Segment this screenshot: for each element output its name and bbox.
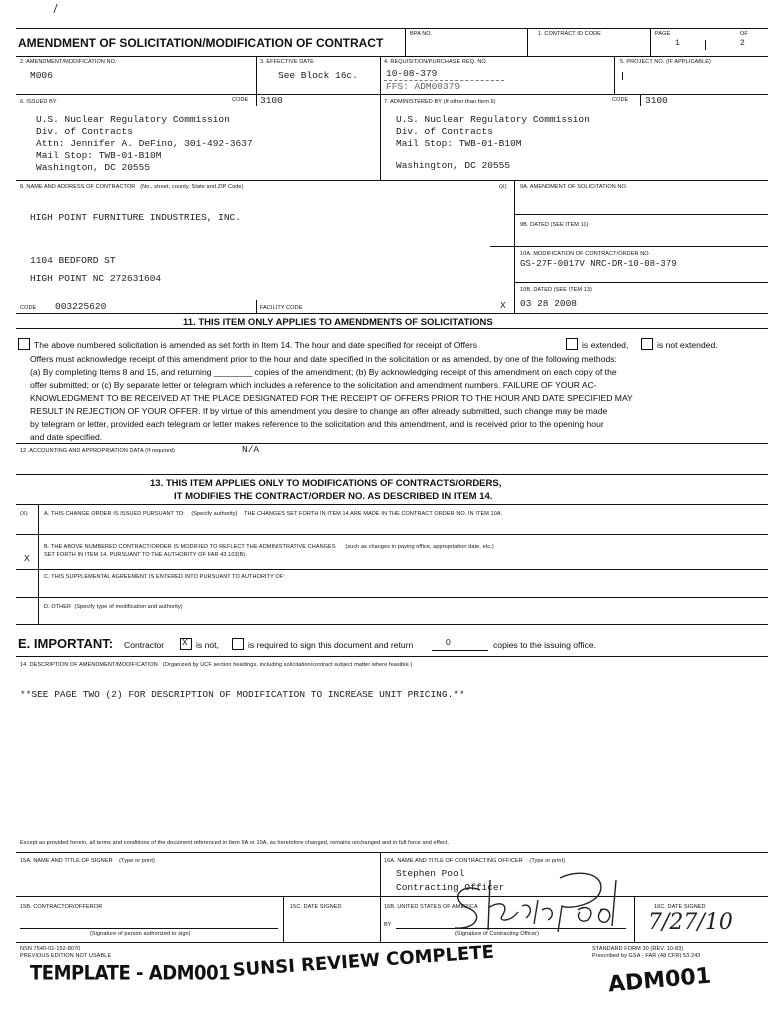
issued-line-5: Washington, DC 20555 — [36, 162, 151, 173]
date-signed-15c-label: 15C. DATE SIGNED — [290, 904, 342, 910]
issued-code-label: CODE — [232, 97, 249, 103]
item14-label: 14. DESCRIPTION OF AMENDMENT/MODIFICATION (Organized by UCF section headings, including solicitation/contract subject matter where feasible.) — [20, 662, 413, 668]
item10a-label: 10A. MODIFICATION OF CONTRACT/ORDER NO. — [520, 251, 651, 257]
extended-checkbox[interactable] — [566, 338, 578, 350]
effective-date-value: See Block 16c. — [278, 70, 358, 81]
signature-person-label: (Signature of person authorized to sign) — [90, 931, 191, 937]
facility-code-label: FACILITY CODE — [260, 305, 303, 311]
usa-label: 16B. UNITED STATES OF AMERICA — [384, 904, 478, 910]
contractor-word: Contractor — [124, 640, 165, 650]
is-not-label: is not, — [196, 640, 219, 650]
contractor-line-2: 1104 BEDFORD ST — [30, 255, 116, 266]
item13b-mark: X — [24, 553, 30, 564]
admin-code-label: CODE — [612, 97, 629, 103]
date-signed-value: 7/27/10 — [648, 910, 733, 935]
item13-x-label: (X) — [20, 511, 28, 517]
is-required-checkbox[interactable] — [232, 638, 244, 650]
issued-line-3: Attn: Jennifer A. DeFino, 301-492-3637 — [36, 138, 253, 149]
item14-value: **SEE PAGE TWO (2) FOR DESCRIPTION OF MODIFICATION TO INCREASE UNIT PRICING.** — [20, 689, 465, 700]
is-not-mark: X — [182, 637, 188, 648]
item13b-text-1: B. THE ABOVE NUMBERED CONTRACT/ORDER IS MODIFIED TO REFLECT THE ADMINISTRATIVE CHANGES (such as changes in paying office, appropriation date, etc.) — [44, 544, 494, 550]
issued-code-value: 3100 — [260, 95, 283, 106]
item10b-value: 03 28 2008 — [520, 298, 578, 309]
copies-tail: copies to the issuing office. — [493, 640, 597, 650]
item11-text-3: offer submitted; or (c) By separate letter or telegram which includes a reference to the solicitation and amendment numbers. FAILURE OF YOUR AC- — [30, 380, 597, 390]
sunsi-stamp: SUNSI REVIEW COMPLETE — [232, 941, 495, 981]
contractor-line-1: HIGH POINT FURNITURE INDUSTRIES, INC. — [30, 212, 241, 223]
page-total: 2 — [740, 39, 745, 48]
item13b-text-2: SET FORTH IN ITEM 14, PURSUANT TO THE AUTHORITY OF FAR 43.103(B). — [44, 552, 247, 558]
not-extended-checkbox[interactable] — [641, 338, 653, 350]
item13d-text: D. OTHER (Specify type of modification and authority) — [44, 604, 183, 610]
contractor-code-value: 003225620 — [55, 301, 107, 312]
item11-text-2: (a) By completing Items 8 and 15, and returning ________ copies of the amendment; (b) By acknowledging receipt of this amendment on each copy of the — [30, 367, 617, 377]
contract-id-label: 1. CONTRACT ID CODE — [538, 31, 601, 37]
form-title: AMENDMENT OF SOLICITATION/MODIFICATION OF CONTRACT — [18, 36, 384, 50]
prescribed-label: Prescribed by GSA - FAR (48 CFR) 53.243 — [592, 953, 701, 959]
amendment-no-label: 2. AMENDMENT/MODIFICATION NO. — [20, 59, 117, 65]
admin-code-value: 3100 — [645, 95, 668, 106]
prev-edition-label: PREVIOUS EDITION NOT USABLE — [20, 953, 112, 959]
item13-heading-2: IT MODIFIES THE CONTRACT/ORDER NO. AS DESCRIBED IN ITEM 14. — [174, 491, 493, 502]
nsn-label: NSN 7540-01-152-8070 — [20, 946, 81, 952]
not-extended-label: is not extended. — [657, 340, 718, 350]
date-signed-16c-label: 16C. DATE SIGNED — [654, 904, 706, 910]
item12-value: N/A — [242, 444, 260, 455]
x-mark-10: X — [500, 300, 506, 311]
item9b-label: 9B. DATED (SEE ITEM 11) — [520, 222, 589, 228]
officer-title: Contracting Officer — [396, 882, 505, 893]
item9a-label: 9A. AMENDMENT OF SOLICITATION NO. — [520, 184, 628, 190]
item13c-text: C. THIS SUPPLEMENTAL AGREEMENT IS ENTERED INTO PURSUANT TO AUTHORITY OF: — [44, 574, 285, 580]
item13a-text: A. THIS CHANGE ORDER IS ISSUED PURSUANT TO: (Specify authority) THE CHANGES SET FORTH IN ITEM 14 ARE MADE IN THE CONTRACT ORDER NO. IN ITEM 10A. — [44, 511, 503, 517]
contractor-offeror-label: 15B. CONTRACTOR/OFFEROR — [20, 904, 103, 910]
issued-by-label: 6. ISSUED BY — [20, 99, 57, 105]
effective-date-label: 3. EFFECTIVE DATE — [260, 59, 314, 65]
project-no-label: 5. PROJECT NO. (IF APPLICABLE) — [620, 59, 711, 65]
extended-label: is extended, — [582, 340, 629, 350]
issued-line-4: Mail Stop: TWB-01-B10M — [36, 150, 162, 161]
item11-text-7: and date specified. — [30, 432, 103, 442]
officer-label: 16A. NAME AND TITLE OF CONTRACTING OFFICER (Type or print) — [384, 858, 566, 864]
except-text: Except as provided herein, all terms and conditions of the document referenced in Item 9A or 10A, as heretofore changed, remains unchanged and in full force and effect. — [20, 840, 450, 846]
requisition-label: 4. REQUISITION/PURCHASE REQ. NO. — [384, 59, 488, 65]
admin-line-3: Mail Stop: TWB-01-B10M — [396, 138, 522, 149]
adm-stamp: ADM001 — [607, 963, 713, 998]
tick-mark — [53, 4, 63, 13]
contractor-label: 8. NAME AND ADDRESS OF CONTRACTOR (No., street, county, State and ZIP Code) — [20, 184, 244, 190]
is-required-label: is required to sign this document and return — [248, 640, 414, 650]
of-label: OF — [740, 31, 748, 37]
issued-line-2: Div. of Contracts — [36, 126, 133, 137]
requisition-value-2: FFS: ADM08379 — [386, 81, 461, 92]
x-column-label: (X) — [499, 184, 507, 190]
officer-signature — [430, 860, 630, 938]
item10b-label: 10B. DATED (SEE ITEM 13) — [520, 287, 592, 293]
item11-line1: The above numbered solicitation is amended as set forth in Item 14. The hour and date specified for receipt of Offers — [34, 340, 477, 350]
important-label: E. IMPORTANT: — [18, 636, 114, 651]
administered-by-label: 7. ADMINISTERED BY (If other than Item 6) — [384, 99, 496, 105]
contractor-code-label: CODE — [20, 305, 37, 311]
item11-text-4: KNOWLEDGMENT TO BE RECEIVED AT THE PLACE DESIGNATED FOR THE RECEIPT OF OFFERS PRIOR TO THE HOUR AND DATE SPECIFIED MAY — [30, 393, 633, 403]
template-stamp: TEMPLATE - ADM001 — [30, 961, 231, 986]
officer-name: Stephen Pool — [396, 868, 465, 879]
admin-line-5: Washington, DC 20555 — [396, 160, 511, 171]
signature-officer-label: (Signature of Contracting Officer) — [455, 931, 540, 937]
page-number: 1 — [675, 39, 680, 48]
bpa-label: BPA NO. — [410, 31, 433, 37]
contractor-line-3: HIGH POINT NC 272631604 — [30, 273, 162, 284]
standard-form-label: STANDARD FORM 30 (REV. 10-83) — [592, 946, 684, 952]
requisition-value-1: 10-08-379 — [386, 68, 438, 79]
item13-heading-1: 13. THIS ITEM APPLIES ONLY TO MODIFICATIONS OF CONTRACTS/ORDERS, — [150, 478, 502, 489]
item11-heading: 11. THIS ITEM ONLY APPLIES TO AMENDMENTS OF SOLICITATIONS — [183, 317, 493, 328]
by-label: BY — [384, 922, 392, 928]
admin-line-2: Div. of Contracts — [396, 126, 493, 137]
page-label: PAGE — [655, 31, 671, 37]
admin-line-1: U.S. Nuclear Regulatory Commission — [396, 114, 590, 125]
item11-text-6: by telegram or letter, provided each telegram or letter makes reference to the solicitation and this amendment, and is received prior to the opening hour — [30, 419, 604, 429]
issued-line-1: U.S. Nuclear Regulatory Commission — [36, 114, 230, 125]
copies-value: 0 — [446, 637, 451, 647]
item11-text-5: RESULT IN REJECTION OF YOUR OFFER. If by virtue of this amendment you desire to change an offer already submitted, such change may be made — [30, 406, 608, 416]
item12-label: 12. ACCOUNTING AND APPROPRIATION DATA (If required) — [20, 448, 175, 454]
amendment-no-value: M006 — [30, 70, 53, 81]
item10a-value: GS-27F-0017V NRC-DR-10-08-379 — [520, 259, 677, 269]
item11-text-1: Offers must acknowledge receipt of this amendment prior to the hour and date specified in the solicitation or as amended, by one of the following methods: — [30, 354, 617, 364]
item11-checkbox[interactable] — [18, 338, 30, 350]
signer-label: 15A. NAME AND TITLE OF SIGNER (Type or print) — [20, 858, 155, 864]
